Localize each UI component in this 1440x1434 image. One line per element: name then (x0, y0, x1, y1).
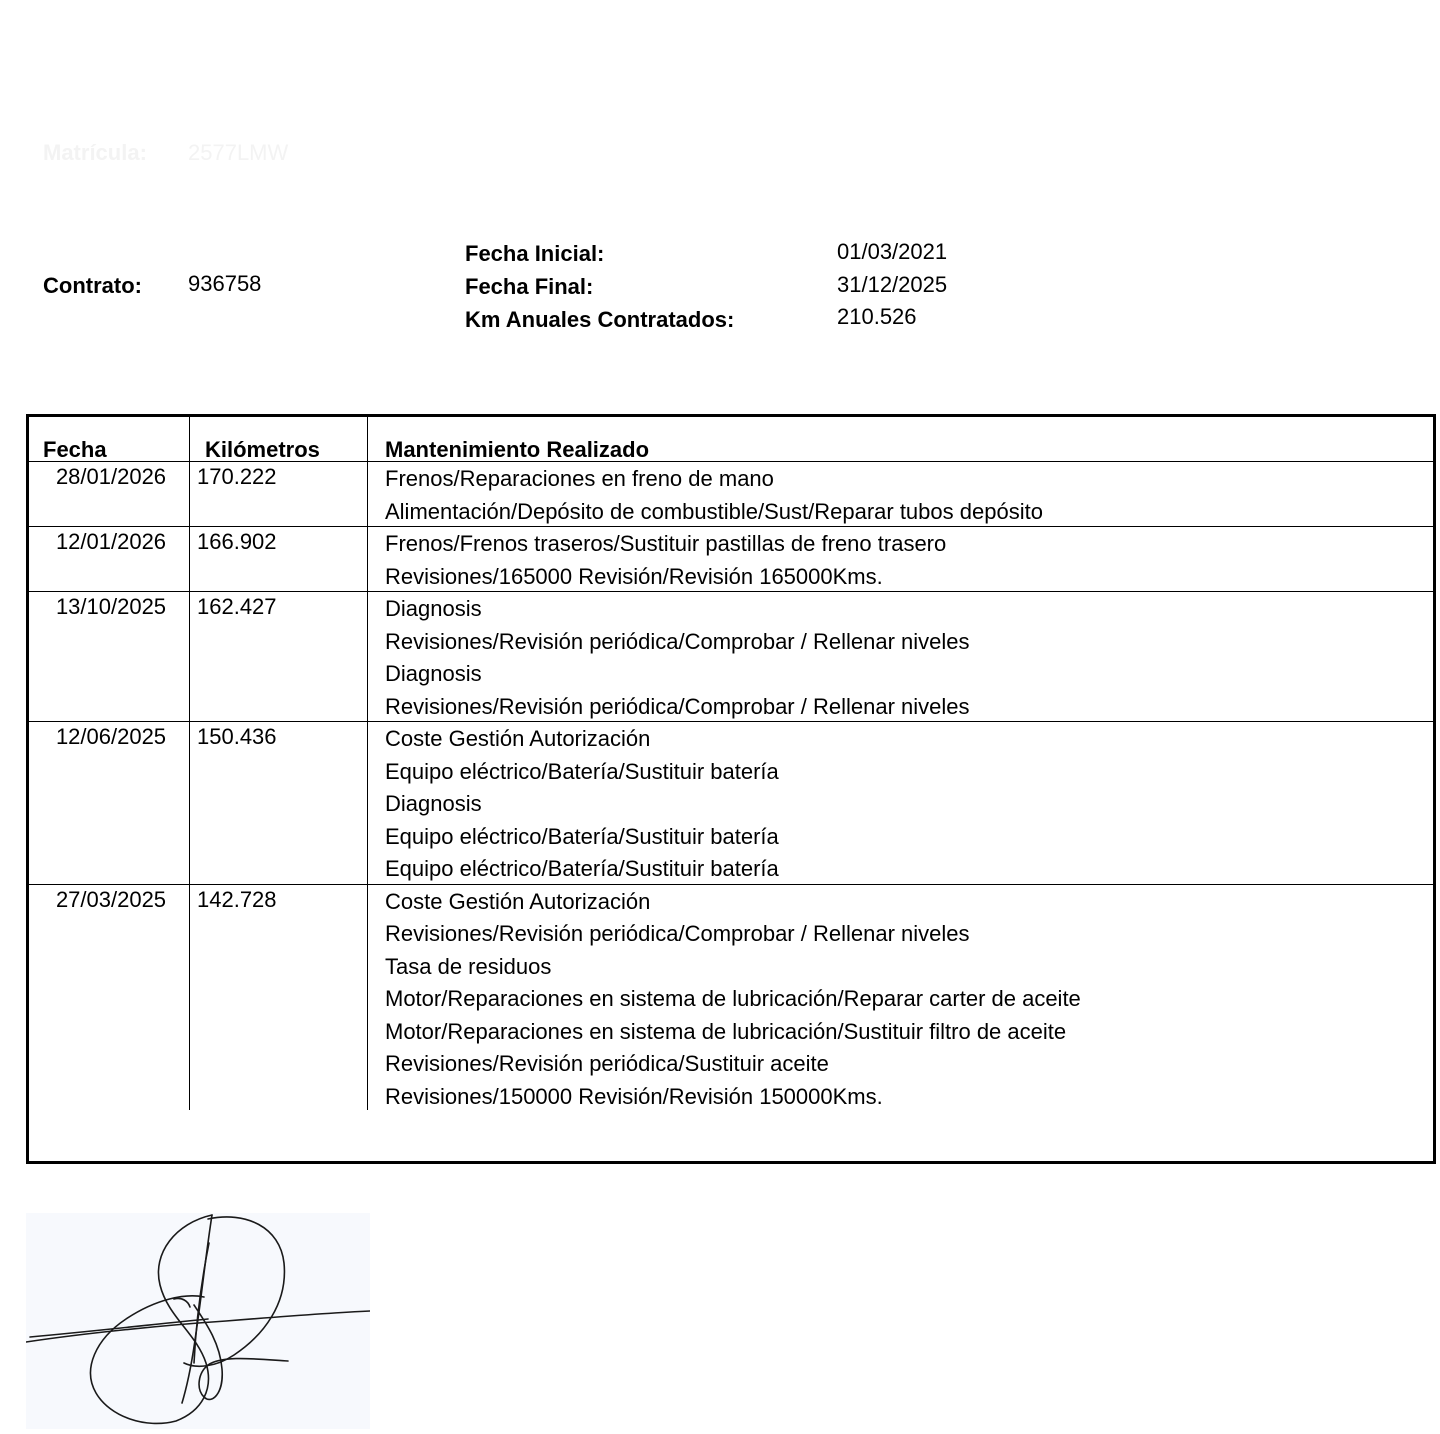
maintenance-item: Revisiones/Revisión periódica/Comprobar / Rellenar niveles (385, 693, 970, 719)
end-date-label: Fecha Final: (465, 274, 594, 299)
row-date: 12/06/2025 (55, 724, 167, 749)
maintenance-item: Motor/Reparaciones en sistema de lubricación/Sustituir filtro de aceite (385, 1018, 1067, 1044)
annual-km-value: 210.526 (837, 304, 917, 329)
maintenance-item: Coste Gestión Autorización (385, 726, 651, 751)
column-divider (189, 417, 190, 1110)
maintenance-item: Revisiones/Revisión periódica/Sustituir aceite (385, 1051, 829, 1076)
maintenance-item: Revisiones/150000 Revisión/Revisión 150000Kms. (385, 1083, 883, 1109)
contract-label: Contrato: (43, 273, 142, 298)
header-date: Fecha (43, 437, 107, 462)
row-km: 150.436 (197, 724, 277, 749)
maintenance-item: Motor/Reparaciones en sistema de lubricación/Reparar carter de aceite (385, 986, 1081, 1011)
signature (26, 1213, 370, 1429)
row-date: 12/01/2026 (55, 529, 167, 554)
maintenance-item: Frenos/Frenos traseros/Sustituir pastillas de freno trasero (385, 531, 947, 556)
maintenance-item: Frenos/Reparaciones en freno de mano (385, 466, 774, 491)
row-km: 142.728 (197, 886, 277, 912)
row-maintenance-list (385, 886, 1081, 1114)
row-km: 162.427 (197, 594, 277, 619)
maintenance-item: Alimentación/Depósito de combustible/Sust/Reparar tubos depósito (385, 498, 1043, 524)
row-date: 13/10/2025 (55, 594, 167, 619)
maintenance-item: Diagnosis (385, 791, 482, 816)
column-divider (367, 417, 368, 1110)
maintenance-item: Equipo eléctrico/Batería/Sustituir batería (385, 758, 779, 784)
row-maintenance-list (385, 528, 946, 593)
maintenance-item: Tasa de residuos (385, 953, 552, 979)
contract-value: 936758 (188, 271, 262, 296)
maintenance-item: Revisiones/165000 Revisión/Revisión 165000Kms. (385, 563, 883, 589)
plate-label: Matrícula: (43, 140, 147, 165)
header-km: Kilómetros (205, 437, 320, 462)
header-maintenance: Mantenimiento Realizado (385, 437, 650, 462)
row-date: 28/01/2026 (55, 464, 167, 489)
maintenance-item: Diagnosis (385, 661, 482, 686)
maintenance-item: Equipo eléctrico/Batería/Sustituir batería (385, 823, 779, 849)
row-date: 27/03/2025 (55, 886, 167, 912)
maintenance-item: Diagnosis (385, 596, 482, 621)
maintenance-table (26, 414, 1436, 1164)
row-km: 166.902 (197, 529, 277, 554)
maintenance-item: Coste Gestión Autorización (385, 888, 651, 914)
start-date-label: Fecha Inicial: (465, 241, 605, 266)
signature-icon (26, 1213, 370, 1429)
row-maintenance-list (385, 593, 970, 723)
annual-km-label: Km Anuales Contratados: (465, 307, 735, 332)
start-date-value: 01/03/2021 (837, 239, 948, 264)
maintenance-item: Revisiones/Revisión periódica/Comprobar / Rellenar niveles (385, 921, 970, 946)
row-km: 170.222 (197, 464, 277, 489)
row-maintenance-list (385, 463, 1043, 528)
plate-value: 2577LMW (188, 140, 289, 165)
maintenance-item: Revisiones/Revisión periódica/Comprobar / Rellenar niveles (385, 628, 970, 654)
end-date-value: 31/12/2025 (837, 272, 948, 297)
maintenance-item: Equipo eléctrico/Batería/Sustituir batería (385, 856, 779, 881)
row-maintenance-list (385, 723, 779, 886)
